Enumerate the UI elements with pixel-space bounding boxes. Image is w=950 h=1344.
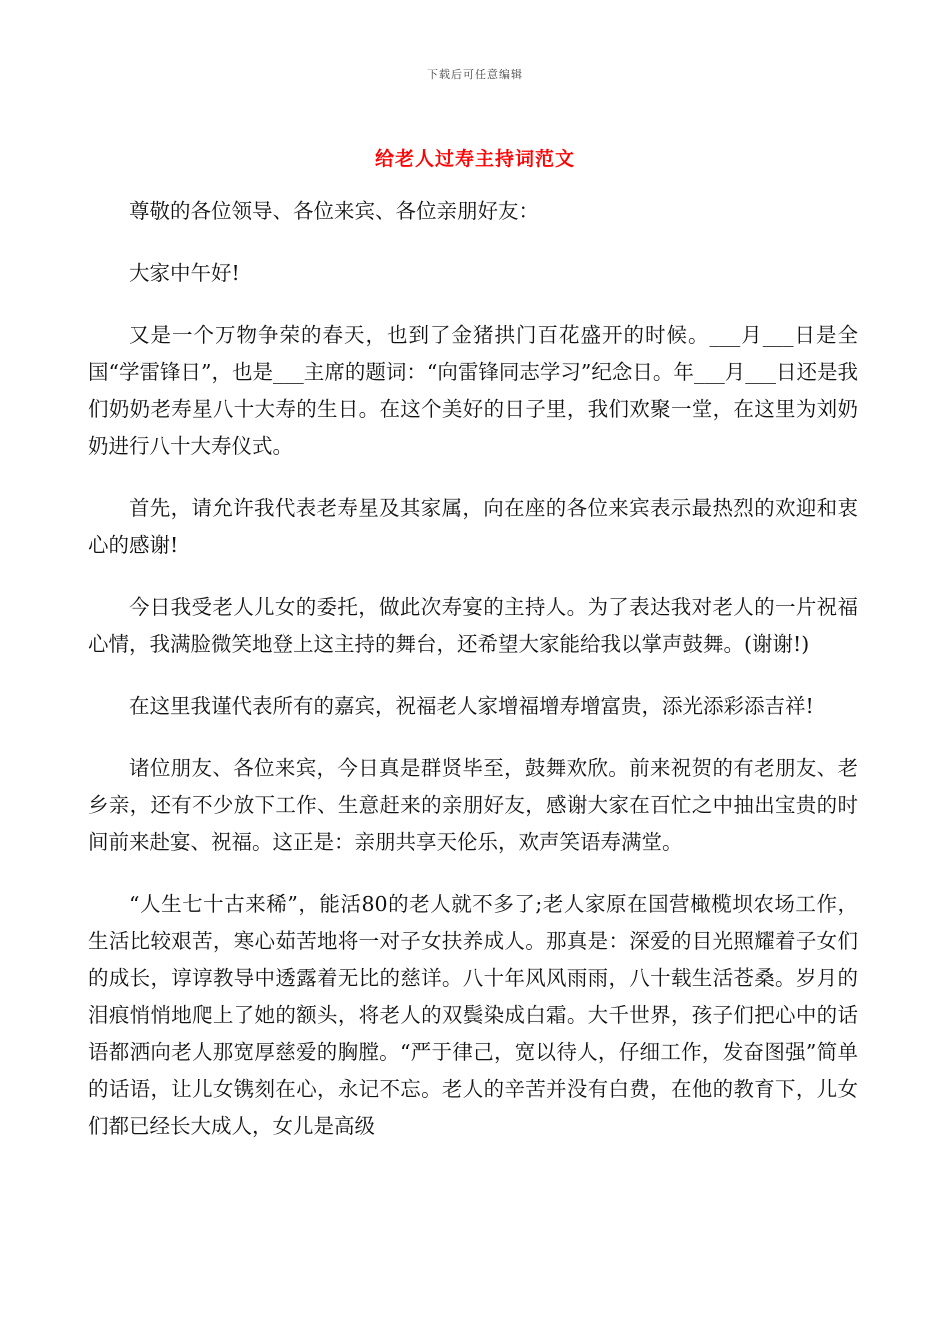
document-title: 给老人过寿主持词范文: [374, 148, 575, 170]
paragraph-guests: 诸位朋友、各位来宾，今日真是群贤毕至，鼓舞欢欣。前来祝贺的有老朋友、老乡亲，还有不少放下工作、生意赶来的亲朋好友，感谢大家在百忙之中抽出宝贵的时间前来赴宴、祝福。这正是：亲朋共享天伦乐，欢声笑语寿满堂。: [88, 756, 858, 854]
header-note: 下载后可任意编辑: [427, 68, 523, 81]
paragraph-life-story: “人生七十古来稀”，能活80的老人就不多了;老人家原在国营橄榄坝农场工作，生活比较艰苦，寒心茹苦地将一对子女扶养成人。那真是：深爱的目光照耀着子女们的成长，谆谆教导中透露着无比的慈详。八十年风风雨雨，八十载生活苍桑。岁月的泪痕悄悄地爬上了她的额头，将老人的双鬓染成白霜。大千世界，孩子们把心中的话语都洒向老人那宽厚慈爱的胸膛。“严于律己，宽以待人，仔细工作，发奋图强”简单的话语，让儿女镌刻在心，永记不忘。老人的辛苦并没有白费，在他的教育下，儿女们都已经长大成人，女儿是高级: [88, 892, 858, 1138]
paragraph-occasion: 又是一个万物争荣的春天，也到了金猪拱门百花盛开的时候。___月___日是全国“学雷锋日”，也是___主席的题词：“向雷锋同志学习”纪念日。年___月___日还是我们奶奶老寿星八十大寿的生日。在这个美好的日子里，我们欢聚一堂，在这里为刘奶奶进行八十大寿仪式。: [88, 323, 858, 458]
paragraph-blessing: 在这里我谨代表所有的嘉宾，祝福老人家增福增寿增富贵，添光添彩添吉祥!: [129, 694, 814, 718]
paragraph-host-intro: 今日我受老人儿女的委托，做此次寿宴的主持人。为了表达我对老人的一片祝福心情，我满脸微笑地登上这主持的舞台，还希望大家能给我以掌声鼓舞。(谢谢!): [88, 595, 858, 656]
paragraph-salutation: 尊敬的各位领导、各位来宾、各位亲朋好友：: [129, 199, 539, 223]
paragraph-greeting: 大家中午好!: [129, 261, 240, 285]
document-body: [88, 193, 858, 1170]
paragraph-welcome: 首先，请允许我代表老寿星及其家属，向在座的各位来宾表示最热烈的欢迎和衷心的感谢!: [88, 496, 858, 557]
